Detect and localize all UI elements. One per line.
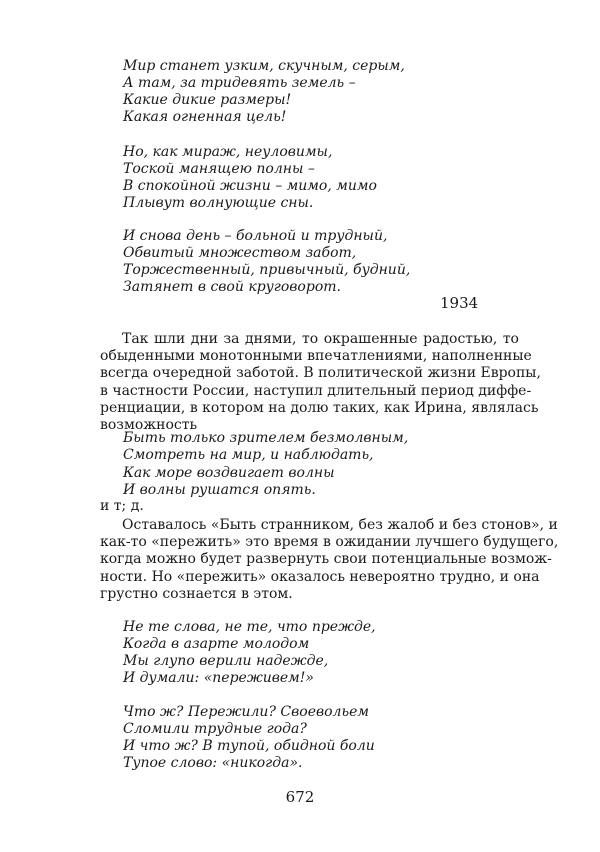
prose-line: грустно сознается в этом. bbox=[100, 585, 293, 602]
prose-line: Оставалось «Быть странником, без жалоб и без стонов», и bbox=[122, 517, 558, 533]
verse-line: И волны рушатся опять. bbox=[123, 482, 316, 499]
verse-line: Обвитый множеством забот, bbox=[123, 245, 357, 261]
verse-line: Какая огненная цель! bbox=[123, 109, 287, 125]
poem1-stanza3 bbox=[123, 228, 443, 296]
verse-line: Тупое слово: «никогда». bbox=[123, 755, 303, 771]
prose-line: обыденными монотонными впечатлениями, наполненные bbox=[100, 348, 532, 365]
prose-line: как-то «пережить» это время в ожидании лучшего будущего, bbox=[100, 534, 559, 551]
verse-line: В спокойной жизни – мимо, мимо bbox=[123, 178, 377, 194]
verse-line: Тоской манящею полны – bbox=[123, 161, 315, 177]
prose-line: всегда очередной заботой. В политической жизни Европы, bbox=[100, 365, 541, 382]
verse-line: Торжественный, привычный, будний, bbox=[123, 262, 411, 278]
verse-line: Смотреть на мир, и наблюдать, bbox=[123, 447, 374, 464]
page-number: 672 bbox=[285, 788, 315, 806]
verse-line: Плывут волнующие сны. bbox=[123, 195, 314, 211]
verse-line: Но, как мираж, неуловимы, bbox=[123, 144, 333, 160]
paragraph-2 bbox=[100, 517, 559, 603]
verse-line: Когда в азарте молодом bbox=[123, 636, 310, 652]
prose-line: возможность bbox=[100, 417, 198, 434]
verse-line: Мир станет узким, скучным, серым, bbox=[123, 58, 405, 74]
prose-line: в частности России, наступил длительный период диффе- bbox=[100, 382, 532, 399]
verse-line: Быть только зрителем безмолвным, bbox=[123, 430, 409, 446]
verse-line: И думали: «переживем!» bbox=[123, 670, 314, 686]
poem2-stanza2 bbox=[123, 704, 443, 772]
paragraph-1 bbox=[100, 331, 541, 434]
verse-line: Что ж? Пережили? Своевольем bbox=[123, 704, 369, 720]
poem-date: 1934 bbox=[440, 294, 479, 312]
verse-line: И снова день – больной и трудный, bbox=[123, 228, 388, 244]
prose-line: когда можно будет развернуть свои потенциальные возмож- bbox=[100, 551, 552, 568]
prose-line: ности. Но «пережить» оказалось невероятно трудно, и она bbox=[100, 568, 540, 585]
etc-text: и т; д. bbox=[100, 498, 144, 514]
verse-line: Затянет в свой круговорот. bbox=[123, 279, 341, 295]
poem2-stanza1 bbox=[123, 619, 443, 687]
poem1-stanza1 bbox=[123, 58, 443, 126]
prose-line: Так шли дни за днями, то окрашенные радостью, то bbox=[122, 331, 519, 347]
verse-line: Как море воздвигает волны bbox=[123, 464, 335, 481]
inline-poem-quote bbox=[123, 430, 408, 500]
verse-line: Какие дикие размеры! bbox=[123, 92, 292, 108]
poem1-stanza2 bbox=[123, 144, 443, 212]
verse-line: Мы глупо верили надежде, bbox=[123, 653, 329, 669]
verse-line: Не те слова, не те, что прежде, bbox=[123, 619, 376, 635]
prose-line: ренциации, в котором на долю таких, как Ирина, являлась bbox=[100, 399, 539, 416]
verse-line: И что ж? В тупой, обидной боли bbox=[123, 738, 375, 754]
verse-line: Сломили трудные года? bbox=[123, 721, 307, 737]
verse-line: А там, за тридевять земель – bbox=[123, 75, 356, 91]
